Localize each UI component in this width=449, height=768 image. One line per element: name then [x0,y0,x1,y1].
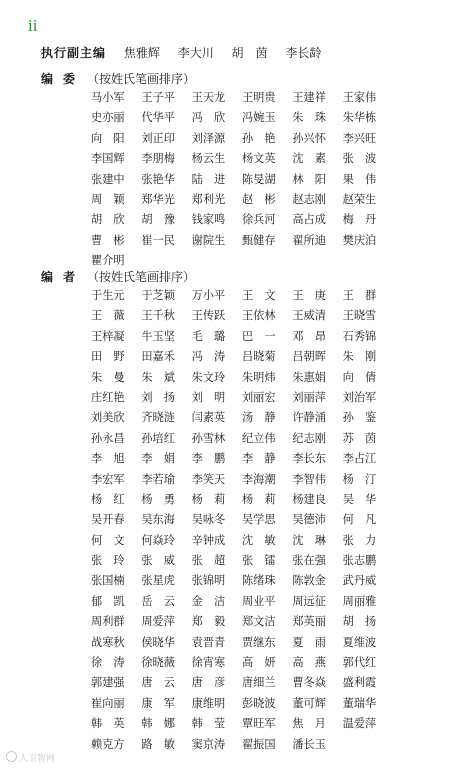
person-name: 冯 欣 [191,111,226,125]
person-name: 周业平 [241,594,276,608]
person-name: 李长东 [292,452,326,466]
person-name: 陈旻湖 [241,172,276,186]
person-name: 何 文 [91,533,125,547]
person-name: 万小平 [191,289,226,302]
person-name: 郑利光 [191,192,226,206]
person-name: 徐 涛 [91,656,125,670]
person-name: 吕晓菊 [241,350,276,364]
editors-title: 编者 [41,270,86,284]
person-name: 牛玉坚 [141,329,175,343]
person-name: 刘 明 [191,390,226,404]
person-name: 温爱萍 [342,717,377,731]
person-name: 冯 涛 [191,350,226,364]
person-name: 张 镭 [241,554,276,568]
person-name: 赵志刚 [292,192,326,206]
person-name: 杨 勇 [141,492,175,506]
person-name: 王子平 [141,91,175,104]
person-name: 王 文 [241,289,276,302]
executive-editor-name: 胡 茵 [231,46,268,60]
person-name: 吴学思 [241,513,276,527]
person-name: 金 洁 [191,594,226,608]
person-name: 杨文英 [241,152,276,166]
person-name: 徐宵寒 [191,656,226,670]
person-name: 康维明 [191,696,226,710]
person-name: 焦 月 [292,717,326,731]
person-name: 何焱玲 [141,533,175,547]
person-name: 沈 素 [292,152,326,166]
person-name: 林 阳 [292,172,326,186]
editors-heading [41,268,195,285]
executive-editor-name: 李大川 [177,46,214,60]
person-name: 李 娟 [141,452,175,466]
person-name: 代华平 [141,111,175,125]
person-name: 孙兴怀 [292,131,326,145]
person-name: 张 波 [342,152,377,166]
person-name: 辛钟成 [191,533,226,547]
person-name: 孙 鉴 [342,411,377,425]
person-name: 王千秋 [141,309,175,323]
person-name: 覃旺军 [241,717,276,731]
person-name: 康 军 [141,696,175,710]
person-name: 彭晓波 [241,696,276,710]
person-name: 毛 璐 [191,329,226,343]
person-name: 刘 扬 [141,390,175,404]
person-name: 翟所迪 [292,233,326,247]
person-name: 夏 雨 [292,635,326,649]
person-name: 李笑天 [191,472,226,486]
person-name: 纪志刚 [292,431,326,445]
person-name: 李占江 [342,452,377,466]
person-name: 闫素英 [191,411,226,425]
person-name: 赵荣生 [342,192,377,206]
person-name: 田 野 [91,350,125,364]
person-name: 吴德沛 [292,513,326,527]
person-name: 张 力 [342,533,377,547]
person-name: 韩 莹 [191,717,226,731]
person-name: 李 旭 [91,452,125,466]
person-name: 王威清 [292,309,326,323]
watermark [6,751,55,764]
executive-editor-name: 焦雅辉 [123,46,160,60]
person-name: 郁 凯 [91,594,125,608]
person-name: 潘长玉 [292,737,326,751]
person-name: 朱 珠 [292,111,326,125]
person-name: 高 燕 [292,656,326,670]
person-name: 汤 静 [241,411,276,425]
person-name: 齐晓涟 [141,411,175,425]
person-name: 梅 丹 [342,213,377,227]
person-name: 王依林 [241,309,276,323]
person-name: 张锦明 [191,574,226,588]
editorial-board-heading [41,70,195,87]
person-name: 胡 豫 [141,213,175,227]
person-name: 杨 汀 [342,472,377,486]
person-name: 赖克方 [91,737,125,751]
person-name: 邓 昂 [292,329,326,343]
person-name: 王明贵 [241,91,276,104]
person-name: 胡 欣 [91,213,125,227]
person-name: 朱 刚 [342,350,377,364]
editorial-board-title: 编委 [41,72,86,86]
person-name: 张国楠 [91,574,125,588]
person-name: 孙雪林 [191,431,226,445]
person-name: 朱明炜 [241,370,276,384]
person-name: 李朋梅 [141,152,175,166]
watermark-logo-icon [6,751,17,762]
person-name: 盛利霞 [342,676,377,690]
person-name: 王晓雪 [342,309,377,323]
person-name: 窦京涛 [191,737,226,751]
person-name: 袁晋青 [191,635,226,649]
person-name: 郑华光 [141,192,175,206]
person-name: 杨 红 [91,492,125,506]
person-name: 于生元 [91,289,125,302]
person-name: 韩 英 [91,717,125,731]
person-name: 王梓凝 [91,329,125,343]
person-name: 赵 彬 [241,192,276,206]
person-name: 于芝颖 [141,289,175,302]
person-name: 庄红艳 [91,390,125,404]
person-name: 郭建强 [91,676,125,690]
person-name: 路 敏 [141,737,175,751]
person-name: 贾继东 [241,635,276,649]
person-name: 张 玲 [91,554,125,568]
person-name: 吴 华 [342,492,377,506]
person-name: 陆 进 [191,172,226,186]
editors-list [91,286,393,755]
person-name: 董可辉 [292,696,326,710]
person-name: 刘美欣 [91,411,125,425]
person-name: 何 凡 [342,513,377,527]
person-name: 孙 艳 [241,131,276,145]
executive-editors-label: 执行副主编 [41,46,107,60]
person-name: 高 妍 [241,656,276,670]
executive-editors-row [41,44,441,61]
person-name: 陈绪珠 [241,574,276,588]
person-name: 樊庆泊 [342,233,377,247]
person-name: 徐晓薇 [141,656,175,670]
person-name: 唐 云 [141,676,175,690]
person-name: 朱文玲 [191,370,226,384]
person-name: 郑 毅 [191,615,226,629]
person-name: 纪立伟 [241,431,276,445]
person-name: 徐兵河 [241,213,276,227]
person-name: 刘治军 [342,390,377,404]
editorial-board-sort-note: （按姓氏笔画排序） [87,72,196,86]
person-name: 王 庚 [292,289,326,302]
person-name: 崔向丽 [91,696,125,710]
person-name: 果 伟 [342,172,377,186]
person-name: 周远征 [292,594,326,608]
person-name: 夏维波 [342,635,377,649]
person-name: 朱 斌 [141,370,175,384]
person-name: 杨云生 [191,152,226,166]
person-name: 李 鹏 [191,452,226,466]
person-name: 郑英丽 [292,615,326,629]
person-name: 崔一民 [141,233,175,247]
person-name: 杨建良 [292,492,326,506]
person-name: 向 倩 [342,370,377,384]
person-name: 李若瑜 [141,472,175,486]
person-name: 王传跃 [191,309,226,323]
editorial-board-list [91,88,393,272]
person-name: 侯晓华 [141,635,175,649]
person-name: 田嘉禾 [141,350,175,364]
person-name: 战寒秋 [91,635,125,649]
page-number: ii [28,16,38,35]
person-name: 马小军 [91,91,125,104]
person-name: 瞿介明 [91,254,125,268]
person-name: 谢院生 [191,233,226,247]
person-name: 高占成 [292,213,326,227]
person-name: 张 超 [191,554,226,568]
person-name: 史亦丽 [91,111,125,125]
person-name: 吴开春 [91,513,125,527]
person-name: 苏 茵 [342,431,377,445]
person-name: 吴咏冬 [191,513,226,527]
person-name: 沈 敏 [241,533,276,547]
person-name: 刘正印 [141,131,175,145]
person-name: 曹冬焱 [292,676,326,690]
person-name: 翟振国 [241,737,276,751]
person-name: 张志鹏 [342,554,377,568]
person-name: 张艳华 [141,172,175,186]
person-name: 吴东海 [141,513,175,527]
person-name: 郭代红 [342,656,377,670]
person-name: 张 威 [141,554,175,568]
person-name: 杨 莉 [241,492,276,506]
person-name: 王家伟 [342,91,377,104]
person-name: 张在强 [292,554,326,568]
person-name: 周 颖 [91,192,125,206]
person-name: 王天龙 [191,91,226,104]
person-name: 曹 彬 [91,233,125,247]
person-name: 许静涌 [292,411,326,425]
person-name: 胡 扬 [342,615,377,629]
person-name: 周丽雅 [342,594,377,608]
person-name: 李海潮 [241,472,276,486]
person-name: 李国辉 [91,152,125,166]
person-name: 朱华栋 [342,111,377,125]
person-name: 李兴旺 [342,131,377,145]
person-name: 王 薇 [91,309,125,323]
person-name: 石秀锦 [342,329,377,343]
watermark-text: 人卫智网 [19,754,56,764]
person-name: 杨 莉 [191,492,226,506]
person-name: 刘丽萍 [292,390,326,404]
person-name: 巴 一 [241,329,276,343]
person-name: 李宏军 [91,472,125,486]
person-name: 唐 彦 [191,676,226,690]
person-name: 李 静 [241,452,276,466]
person-name: 刘泽源 [191,131,226,145]
person-name: 张建中 [91,172,125,186]
person-name: 郑文洁 [241,615,276,629]
person-name: 周爱萍 [141,615,175,629]
person-name: 孙永昌 [91,431,125,445]
person-name: 冯婉玉 [241,111,276,125]
executive-editor-name: 李长龄 [285,46,322,60]
person-name: 向 阳 [91,131,125,145]
person-name: 孙培红 [141,431,175,445]
person-name: 李智伟 [292,472,326,486]
person-name: 朱惠娟 [292,370,326,384]
person-name: 刘丽宏 [241,390,276,404]
person-name: 董瑞华 [342,696,377,710]
person-name: 朱 曼 [91,370,125,384]
person-name: 甄健存 [241,233,276,247]
person-name: 吕朝晖 [292,350,326,364]
person-name: 岳 云 [141,594,175,608]
person-name: 钱家鸣 [191,213,226,227]
person-name: 韩 娜 [141,717,175,731]
person-name: 张星虎 [141,574,175,588]
person-name: 王建祥 [292,91,326,104]
person-name: 王 群 [342,289,377,302]
person-name: 沈 琳 [292,533,326,547]
person-name: 武丹威 [342,574,377,588]
person-name: 周利群 [91,615,125,629]
person-name: 陈敦金 [292,574,326,588]
person-name: 唐细兰 [241,676,276,690]
editors-sort-note: （按姓氏笔画排序） [87,270,196,284]
